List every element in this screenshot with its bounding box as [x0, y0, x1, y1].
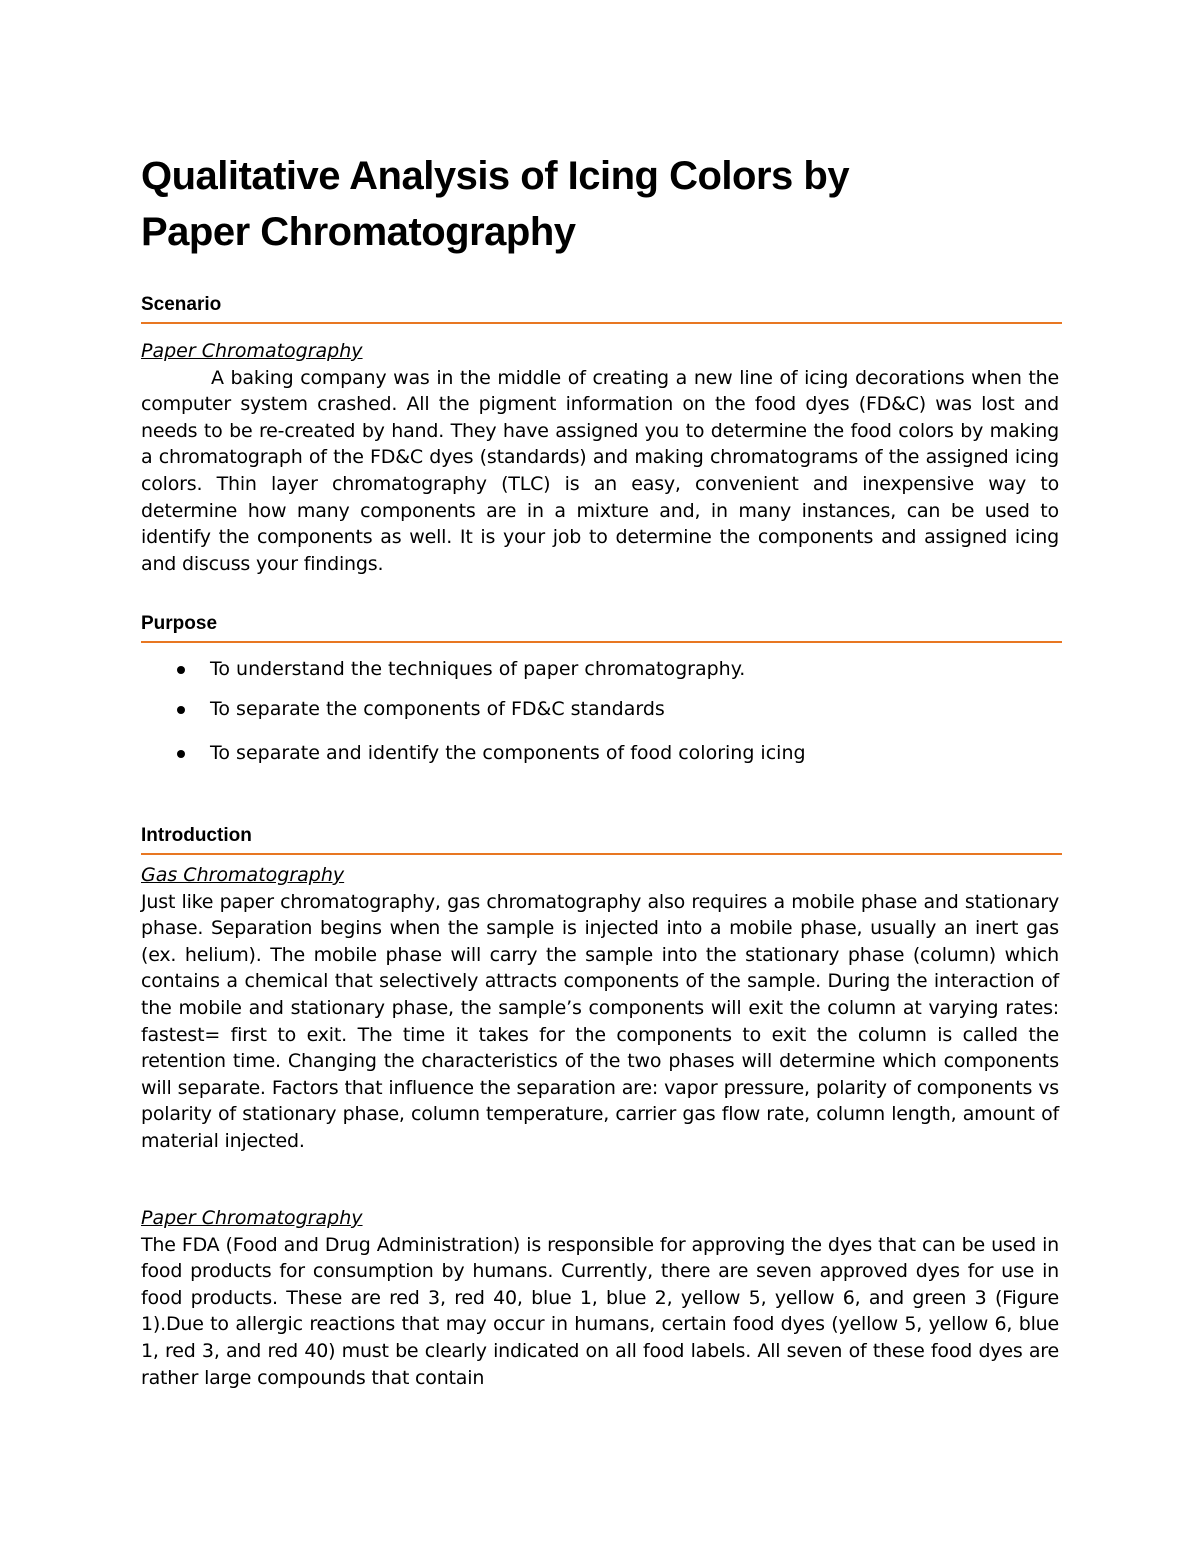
purpose-item — [141, 739, 1062, 767]
paper-chromatography-paragraph: The FDA (Food and Drug Administration) is responsible for approving the dyes that can be used in food products for consumption by humans. Currently, there are seven approved dyes for use in food products. These are red 3, red 40, blue 1, blue 2, yellow 5, yellow 6, and green 3 (Figure 1).Due to allergic reactions that may occur in humans, certain food dyes (yellow 5, yellow 6, blue 1, red 3, and red 40) must be clearly indicated on all food labels. All seven of these food dyes are rather large compounds that contain — [141, 1233, 1059, 1389]
gas-chromatography-paragraph: Just like paper chromatography, gas chromatography also requires a mobile phase and stationary phase. Separation begins when the sample is injected into a mobile phase, usually an inert gas (ex. helium). The mobile phase will carry the sample into the stationary phase (column) which contains a chemical that selectively attracts components of the sample. During the interaction of the mobile and stationary phase, the sample’s components will exit the column at varying rates: fastest= first to exit. The time it takes for the components to exit the column is called the retention time. Changing the characteristics of the two phases will determine which components will separate. Factors that influence the separation are: vapor pressure, polarity of components vs polarity of stationary phase, column temperature, carrier gas flow rate, column length, amount of material injected. — [141, 890, 1059, 1152]
bullet-icon — [177, 666, 185, 674]
scenario-subheading: Paper Chromatography — [141, 340, 363, 362]
title-line-2: Paper Chromatography — [141, 210, 576, 254]
paper-chromatography-section — [141, 1205, 1059, 1391]
purpose-heading: Purpose — [141, 612, 1062, 643]
title-line-1: Qualitative Analysis of Icing Colors by — [141, 154, 850, 198]
purpose-item — [141, 695, 1062, 723]
scenario-heading: Scenario — [141, 293, 1062, 324]
bullet-icon — [177, 750, 185, 758]
gas-chromatography-subheading: Gas Chromatography — [141, 864, 345, 886]
document-title — [141, 148, 1062, 260]
gas-chromatography-section — [141, 862, 1059, 1155]
purpose-item — [141, 655, 1062, 683]
purpose-item-text: To separate and identify the components of food coloring icing — [210, 742, 806, 764]
scenario-paragraph: A baking company was in the middle of creating a new line of icing decorations when the computer system crashed. All the pigment information on the food dyes (FD&C) was lost and needs to be re-created by hand. They have assigned you to determine the food colors by making a chromatograph of the FD&C dyes (standards) and making chromatograms of the assigned icing colors. Thin layer chromatography (TLC) is an easy, convenient and inexpensive way to determine how many components are in a mixture and, in many instances, can be used to identify the components as well. It is your job to determine the components and assigned icing and discuss your findings. — [141, 366, 1059, 575]
bullet-icon — [177, 706, 185, 714]
paper-chromatography-subheading: Paper Chromatography — [141, 1207, 363, 1229]
purpose-item-text: To separate the components of FD&C standards — [210, 698, 665, 720]
introduction-heading: Introduction — [141, 824, 1062, 855]
purpose-list — [141, 655, 1062, 767]
purpose-item-text: To understand the techniques of paper chromatography. — [210, 658, 746, 680]
scenario-section — [141, 338, 1059, 577]
